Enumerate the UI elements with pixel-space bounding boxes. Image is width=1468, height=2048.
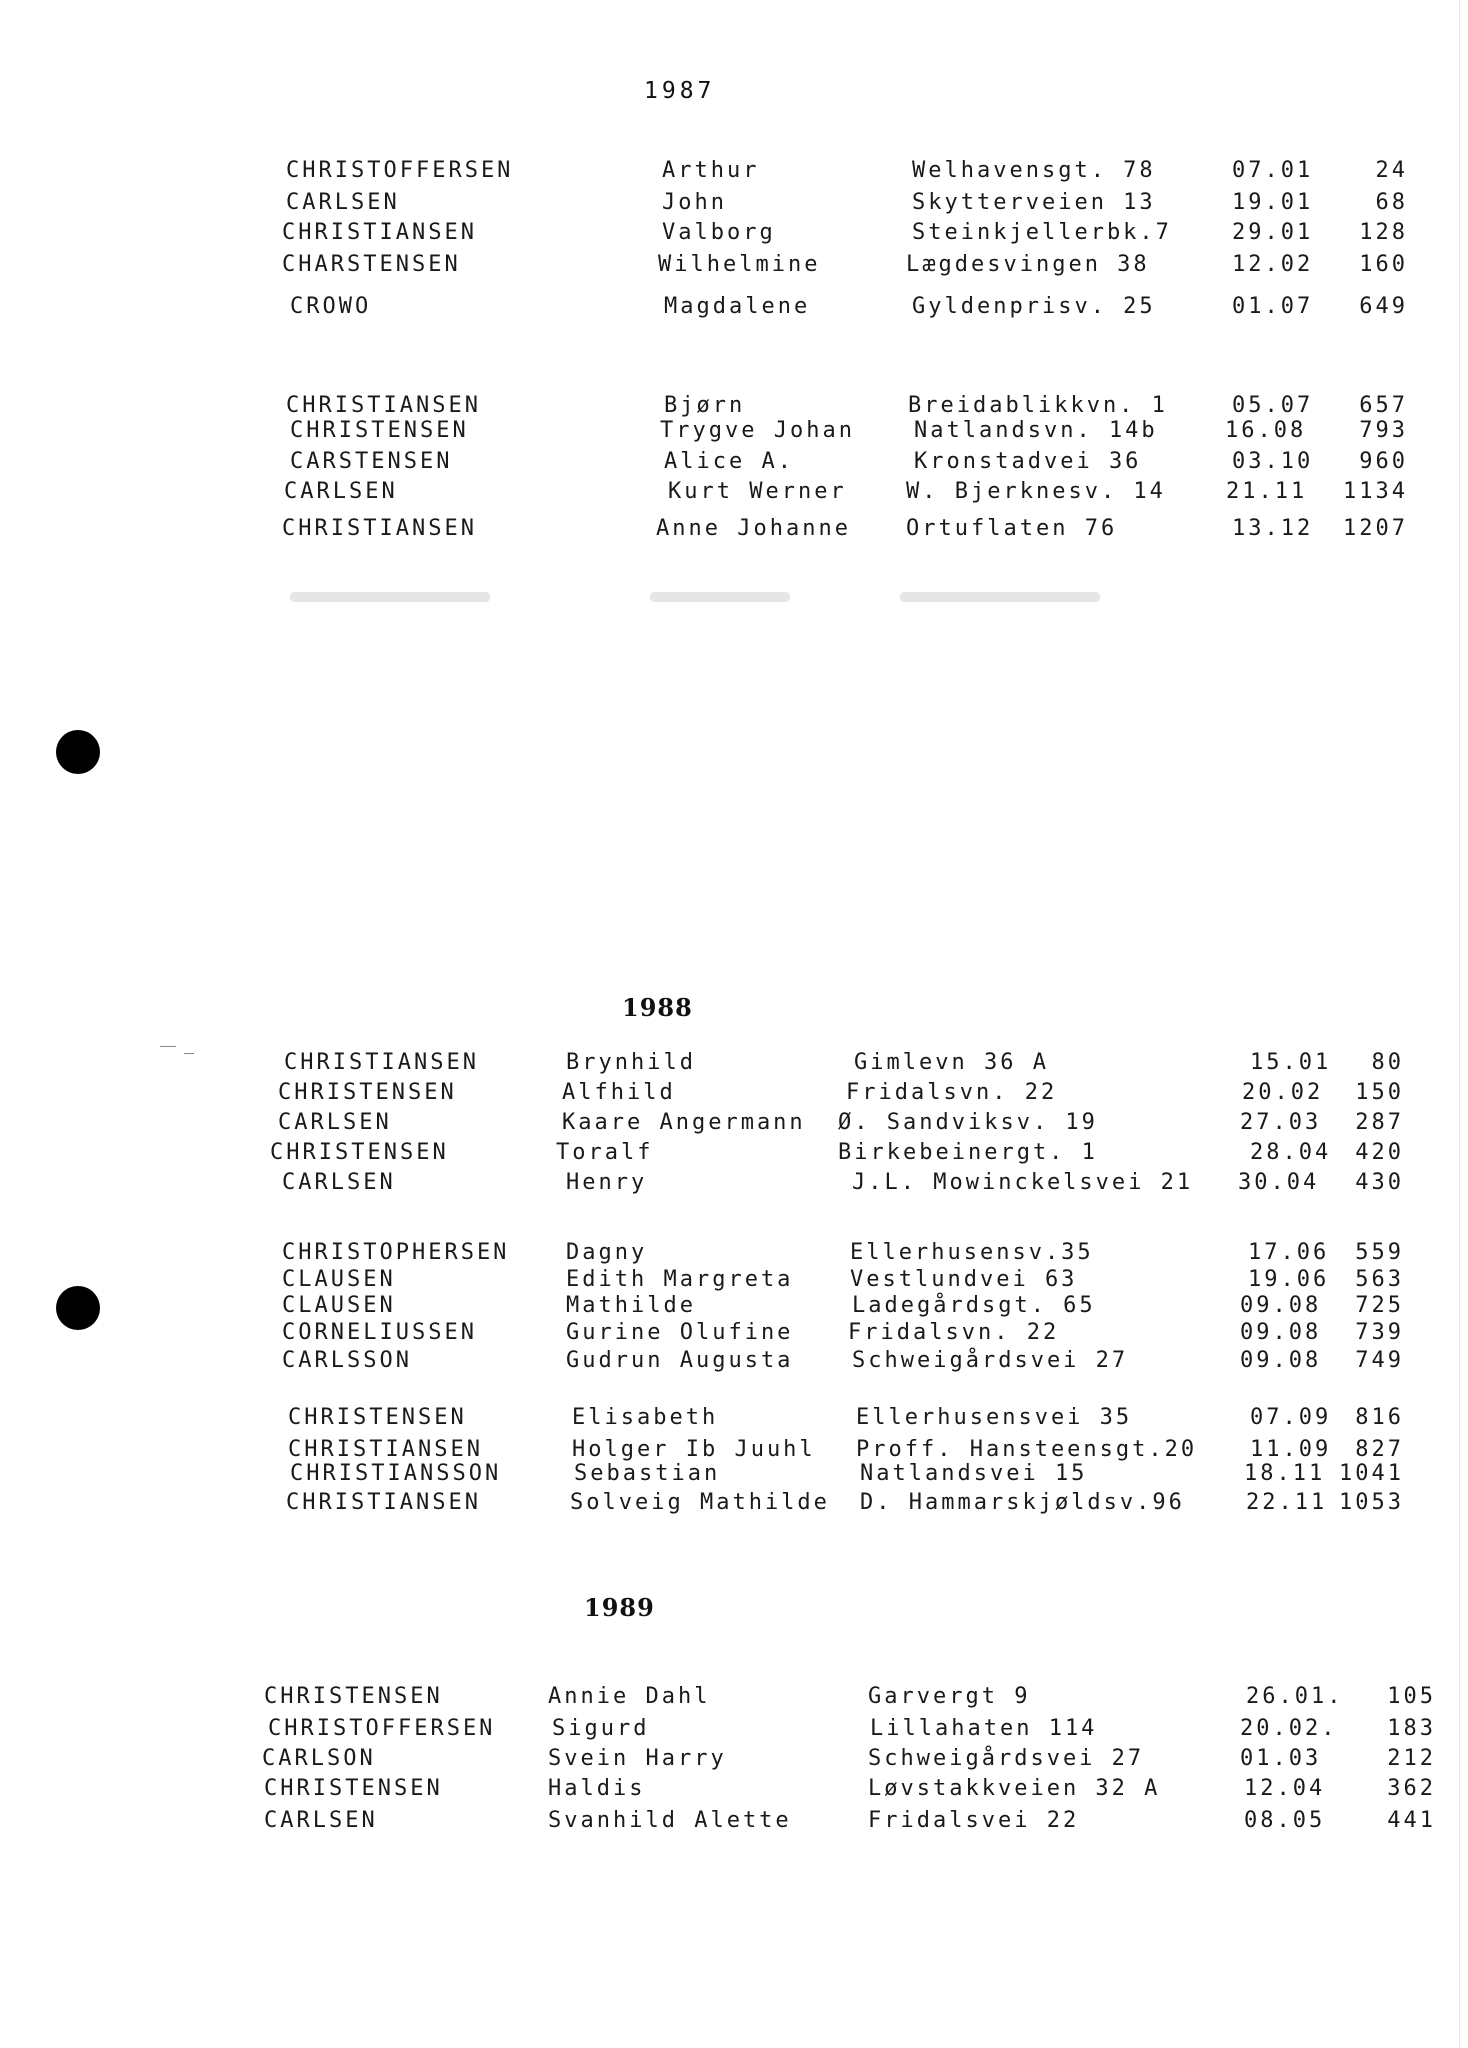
address-cell: Ø. Sandviksv. 19 xyxy=(838,1110,1098,1135)
surname-cell: CHRISTIANSEN xyxy=(288,1437,483,1462)
given-name-cell: Trygve Johan xyxy=(660,418,855,443)
entry-number-cell: 68 xyxy=(1375,190,1408,215)
entry-number-cell: 150 xyxy=(1355,1080,1404,1105)
date-cell: 22.11 xyxy=(1246,1490,1328,1515)
year-heading-1989: 1989 xyxy=(584,1593,655,1622)
year-heading-1987: 1987 xyxy=(644,78,716,104)
address-cell: Lillahaten 114 xyxy=(870,1716,1098,1741)
surname-cell: CHRISTIANSEN xyxy=(286,393,481,418)
given-name-cell: Sigurd xyxy=(552,1716,650,1741)
surname-cell: CHARSTENSEN xyxy=(282,252,461,277)
entry-number-cell: 1053 xyxy=(1339,1490,1404,1515)
register-row xyxy=(0,1776,1468,1806)
register-row xyxy=(0,1293,1468,1323)
surname-cell: CARLSEN xyxy=(284,479,398,504)
given-name-cell: Magdalene xyxy=(664,294,811,319)
address-cell: Ladegårdsgt. 65 xyxy=(852,1293,1096,1318)
surname-cell: CHRISTOFFERSEN xyxy=(286,158,514,183)
entry-number-cell: 105 xyxy=(1387,1684,1436,1709)
surname-cell: CARLSEN xyxy=(286,190,400,215)
date-cell: 12.04 xyxy=(1244,1776,1326,1801)
address-cell: Ortuflaten 76 xyxy=(906,516,1118,541)
date-cell: 26.01. xyxy=(1246,1684,1344,1709)
register-row xyxy=(0,1405,1468,1435)
entry-number-cell: 212 xyxy=(1387,1746,1436,1771)
given-name-cell: John xyxy=(662,190,727,215)
given-name-cell: Anne Johanne xyxy=(656,516,851,541)
address-cell: Ellerhusensv.35 xyxy=(850,1240,1094,1265)
register-row xyxy=(0,449,1468,479)
register-row xyxy=(0,1716,1468,1746)
entry-number-cell: 563 xyxy=(1355,1267,1404,1292)
address-cell: Fridalsvn. 22 xyxy=(848,1320,1060,1345)
surname-cell: CHRISTENSEN xyxy=(270,1140,449,1165)
address-cell: Schweigårdsvei 27 xyxy=(852,1348,1129,1373)
surname-cell: CORNELIUSSEN xyxy=(282,1320,477,1345)
entry-number-cell: 128 xyxy=(1359,220,1408,245)
date-cell: 09.08 xyxy=(1240,1320,1322,1345)
given-name-cell: Mathilde xyxy=(566,1293,696,1318)
date-cell: 05.07 xyxy=(1232,393,1314,418)
entry-number-cell: 287 xyxy=(1355,1110,1404,1135)
register-row xyxy=(0,1348,1468,1378)
surname-cell: CHRISTENSEN xyxy=(290,418,469,443)
entry-number-cell: 24 xyxy=(1375,158,1408,183)
date-cell: 09.08 xyxy=(1240,1348,1322,1373)
date-cell: 07.01 xyxy=(1232,158,1314,183)
surname-cell: CARSTENSEN xyxy=(290,449,453,474)
address-cell: Garvergt 9 xyxy=(868,1684,1031,1709)
surname-cell: CARLSEN xyxy=(264,1808,378,1833)
entry-number-cell: 441 xyxy=(1387,1808,1436,1833)
date-cell: 28.04 xyxy=(1250,1140,1332,1165)
register-row xyxy=(0,294,1468,324)
date-cell: 27.03 xyxy=(1240,1110,1322,1135)
surname-cell: CHRISTIANSEN xyxy=(284,1050,479,1075)
surname-cell: CARLSEN xyxy=(282,1170,396,1195)
address-cell: Kronstadvei 36 xyxy=(914,449,1142,474)
entry-number-cell: 649 xyxy=(1359,294,1408,319)
register-row xyxy=(0,1490,1468,1520)
register-row xyxy=(0,1110,1468,1140)
given-name-cell: Alfhild xyxy=(562,1080,676,1105)
date-cell: 07.09 xyxy=(1250,1405,1332,1430)
entry-number-cell: 183 xyxy=(1387,1716,1436,1741)
entry-number-cell: 430 xyxy=(1355,1170,1404,1195)
surname-cell: CHRISTIANSEN xyxy=(286,1490,481,1515)
surname-cell: CARLSEN xyxy=(278,1110,392,1135)
given-name-cell: Bjørn xyxy=(664,393,746,418)
address-cell: Natlandsvn. 14b xyxy=(914,418,1158,443)
address-cell: Løvstakkveien 32 A xyxy=(868,1776,1161,1801)
surname-cell: CHRISTENSEN xyxy=(264,1684,443,1709)
register-row xyxy=(0,1240,1468,1270)
address-cell: Fridalsvn. 22 xyxy=(846,1080,1058,1105)
surname-cell: CHRISTOPHERSEN xyxy=(282,1240,510,1265)
register-row xyxy=(0,190,1468,220)
address-cell: Fridalsvei 22 xyxy=(868,1808,1080,1833)
given-name-cell: Elisabeth xyxy=(572,1405,719,1430)
surname-cell: CARLSON xyxy=(262,1746,376,1771)
given-name-cell: Wilhelmine xyxy=(658,252,821,277)
address-cell: Birkebeinergt. 1 xyxy=(838,1140,1098,1165)
given-name-cell: Svein Harry xyxy=(548,1746,727,1771)
address-cell: Natlandsvei 15 xyxy=(860,1461,1088,1486)
register-row xyxy=(0,1170,1468,1200)
date-cell: 08.05 xyxy=(1244,1808,1326,1833)
address-cell: Welhavensgt. 78 xyxy=(912,158,1156,183)
given-name-cell: Solveig Mathilde xyxy=(570,1490,830,1515)
address-cell: J.L. Mowinckelsvei 21 xyxy=(852,1170,1194,1195)
entry-number-cell: 827 xyxy=(1355,1437,1404,1462)
address-cell: Gimlevn 36 A xyxy=(854,1050,1049,1075)
surname-cell: CHRISTENSEN xyxy=(288,1405,467,1430)
entry-number-cell: 559 xyxy=(1355,1240,1404,1265)
given-name-cell: Annie Dahl xyxy=(548,1684,711,1709)
date-cell: 11.09 xyxy=(1250,1437,1332,1462)
given-name-cell: Edith Margreta xyxy=(566,1267,794,1292)
register-row xyxy=(0,1140,1468,1170)
date-cell: 19.06 xyxy=(1248,1267,1330,1292)
surname-cell: CHRISTENSEN xyxy=(278,1080,457,1105)
address-cell: Steinkjellerbk.7 xyxy=(912,220,1172,245)
entry-number-cell: 739 xyxy=(1355,1320,1404,1345)
date-cell: 01.07 xyxy=(1232,294,1314,319)
given-name-cell: Holger Ib Juuhl xyxy=(572,1437,816,1462)
surname-cell: CROWO xyxy=(290,294,372,319)
date-cell: 20.02. xyxy=(1240,1716,1338,1741)
date-cell: 29.01 xyxy=(1232,220,1314,245)
given-name-cell: Dagny xyxy=(566,1240,648,1265)
entry-number-cell: 160 xyxy=(1359,252,1408,277)
address-cell: Lægdesvingen 38 xyxy=(906,252,1150,277)
register-row xyxy=(0,252,1468,282)
entry-number-cell: 816 xyxy=(1355,1405,1404,1430)
register-row xyxy=(0,1080,1468,1110)
entry-number-cell: 1207 xyxy=(1343,516,1408,541)
given-name-cell: Svanhild Alette xyxy=(548,1808,792,1833)
surname-cell: CHRISTIANSSON xyxy=(290,1461,502,1486)
address-cell: Gyldenprisv. 25 xyxy=(912,294,1156,319)
given-name-cell: Brynhild xyxy=(566,1050,696,1075)
address-cell: Skytterveien 13 xyxy=(912,190,1156,215)
entry-number-cell: 80 xyxy=(1371,1050,1404,1075)
date-cell: 19.01 xyxy=(1232,190,1314,215)
given-name-cell: Haldis xyxy=(548,1776,646,1801)
entry-number-cell: 657 xyxy=(1359,393,1408,418)
register-row xyxy=(0,1684,1468,1714)
register-row xyxy=(0,1461,1468,1491)
register-row xyxy=(0,220,1468,250)
date-cell: 30.04 xyxy=(1238,1170,1320,1195)
date-cell: 03.10 xyxy=(1232,449,1314,474)
address-cell: Proff. Hansteensgt.20 xyxy=(856,1437,1198,1462)
address-cell: Breidablikkvn. 1 xyxy=(908,393,1168,418)
given-name-cell: Henry xyxy=(566,1170,648,1195)
register-row xyxy=(0,516,1468,546)
date-cell: 17.06 xyxy=(1248,1240,1330,1265)
date-cell: 15.01 xyxy=(1250,1050,1332,1075)
surname-cell: CHRISTIANSEN xyxy=(282,220,477,245)
surname-cell: CHRISTIANSEN xyxy=(282,516,477,541)
given-name-cell: Kaare Angermann xyxy=(562,1110,806,1135)
date-cell: 13.12 xyxy=(1232,516,1314,541)
given-name-cell: Gurine Olufine xyxy=(566,1320,794,1345)
date-cell: 09.08 xyxy=(1240,1293,1322,1318)
entry-number-cell: 1134 xyxy=(1343,479,1408,504)
surname-cell: CHRISTOFFERSEN xyxy=(268,1716,496,1741)
register-row xyxy=(0,1050,1468,1080)
given-name-cell: Arthur xyxy=(662,158,760,183)
surname-cell: CLAUSEN xyxy=(282,1293,396,1318)
year-heading-1988: 1988 xyxy=(622,993,693,1022)
address-cell: Ellerhusensvei 35 xyxy=(856,1405,1133,1430)
given-name-cell: Alice A. xyxy=(664,449,794,474)
given-name-cell: Toralf xyxy=(556,1140,654,1165)
date-cell: 12.02 xyxy=(1232,252,1314,277)
given-name-cell: Kurt Werner xyxy=(668,479,847,504)
given-name-cell: Gudrun Augusta xyxy=(566,1348,794,1373)
address-cell: D. Hammarskjøldsv.96 xyxy=(860,1490,1185,1515)
register-row xyxy=(0,158,1468,188)
register-row xyxy=(0,1320,1468,1350)
entry-number-cell: 420 xyxy=(1355,1140,1404,1165)
date-cell: 16.08 xyxy=(1225,418,1307,443)
entry-number-cell: 960 xyxy=(1359,449,1408,474)
date-cell: 01.03 xyxy=(1240,1746,1322,1771)
surname-cell: CHRISTENSEN xyxy=(264,1776,443,1801)
entry-number-cell: 793 xyxy=(1359,418,1408,443)
surname-cell: CARLSSON xyxy=(282,1348,412,1373)
entry-number-cell: 1041 xyxy=(1339,1461,1404,1486)
date-cell: 21.11 xyxy=(1226,479,1308,504)
register-row xyxy=(0,418,1468,448)
date-cell: 20.02 xyxy=(1242,1080,1324,1105)
address-cell: Schweigårdsvei 27 xyxy=(868,1746,1145,1771)
given-name-cell: Valborg xyxy=(662,220,776,245)
surname-cell: CLAUSEN xyxy=(282,1267,396,1292)
given-name-cell: Sebastian xyxy=(574,1461,721,1486)
register-row xyxy=(0,479,1468,509)
entry-number-cell: 725 xyxy=(1355,1293,1404,1318)
register-row xyxy=(0,1808,1468,1838)
address-cell: W. Bjerknesv. 14 xyxy=(906,479,1166,504)
address-cell: Vestlundvei 63 xyxy=(850,1267,1078,1292)
entry-number-cell: 749 xyxy=(1355,1348,1404,1373)
register-row xyxy=(0,1746,1468,1776)
entry-number-cell: 362 xyxy=(1387,1776,1436,1801)
date-cell: 18.11 xyxy=(1244,1461,1326,1486)
